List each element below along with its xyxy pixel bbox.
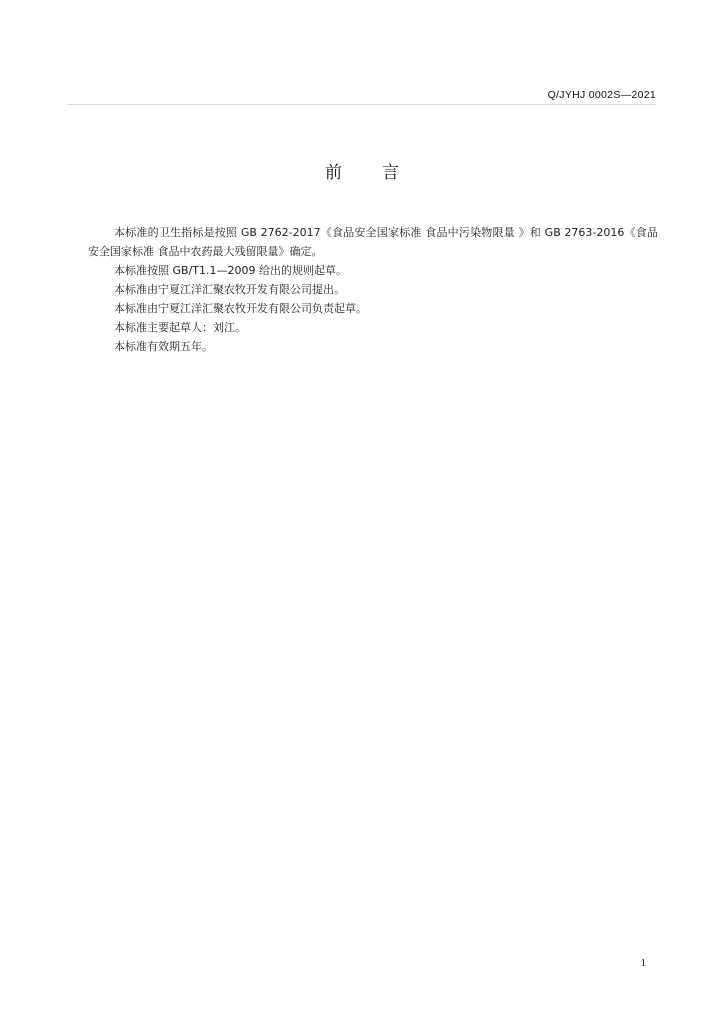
page-title [0, 158, 724, 183]
title-char-2: 言 [382, 163, 399, 183]
paragraph-validity: 本标准有效期五年。 [114, 340, 213, 353]
page-number: 1 [640, 957, 646, 969]
standard-code: Q/JYHJ 0002S—2021 [547, 89, 656, 101]
paragraph-hygiene-indicators: 本标准的卫生指标是按照 GB 2762-2017《食品安全国家标准 食品中污染物限量 》和 GB 2763-2016《食品安全国家标准 食品中农药最大残留限量》确定。 [88, 226, 658, 258]
paragraph-drafting-rules: 本标准按照 GB/T1.1—2009 给出的规则起草。 [114, 264, 347, 277]
foreword-body [88, 223, 658, 356]
title-char-1: 前 [325, 163, 342, 183]
paragraph-proposer: 本标准由宁夏江洋汇聚农牧开发有限公司提出。 [114, 283, 345, 296]
paragraph-main-drafter: 本标准主要起草人：刘江。 [114, 321, 246, 334]
header-divider [68, 104, 656, 105]
paragraph-drafter-org: 本标准由宁夏江洋汇聚农牧开发有限公司负责起草。 [114, 302, 367, 315]
